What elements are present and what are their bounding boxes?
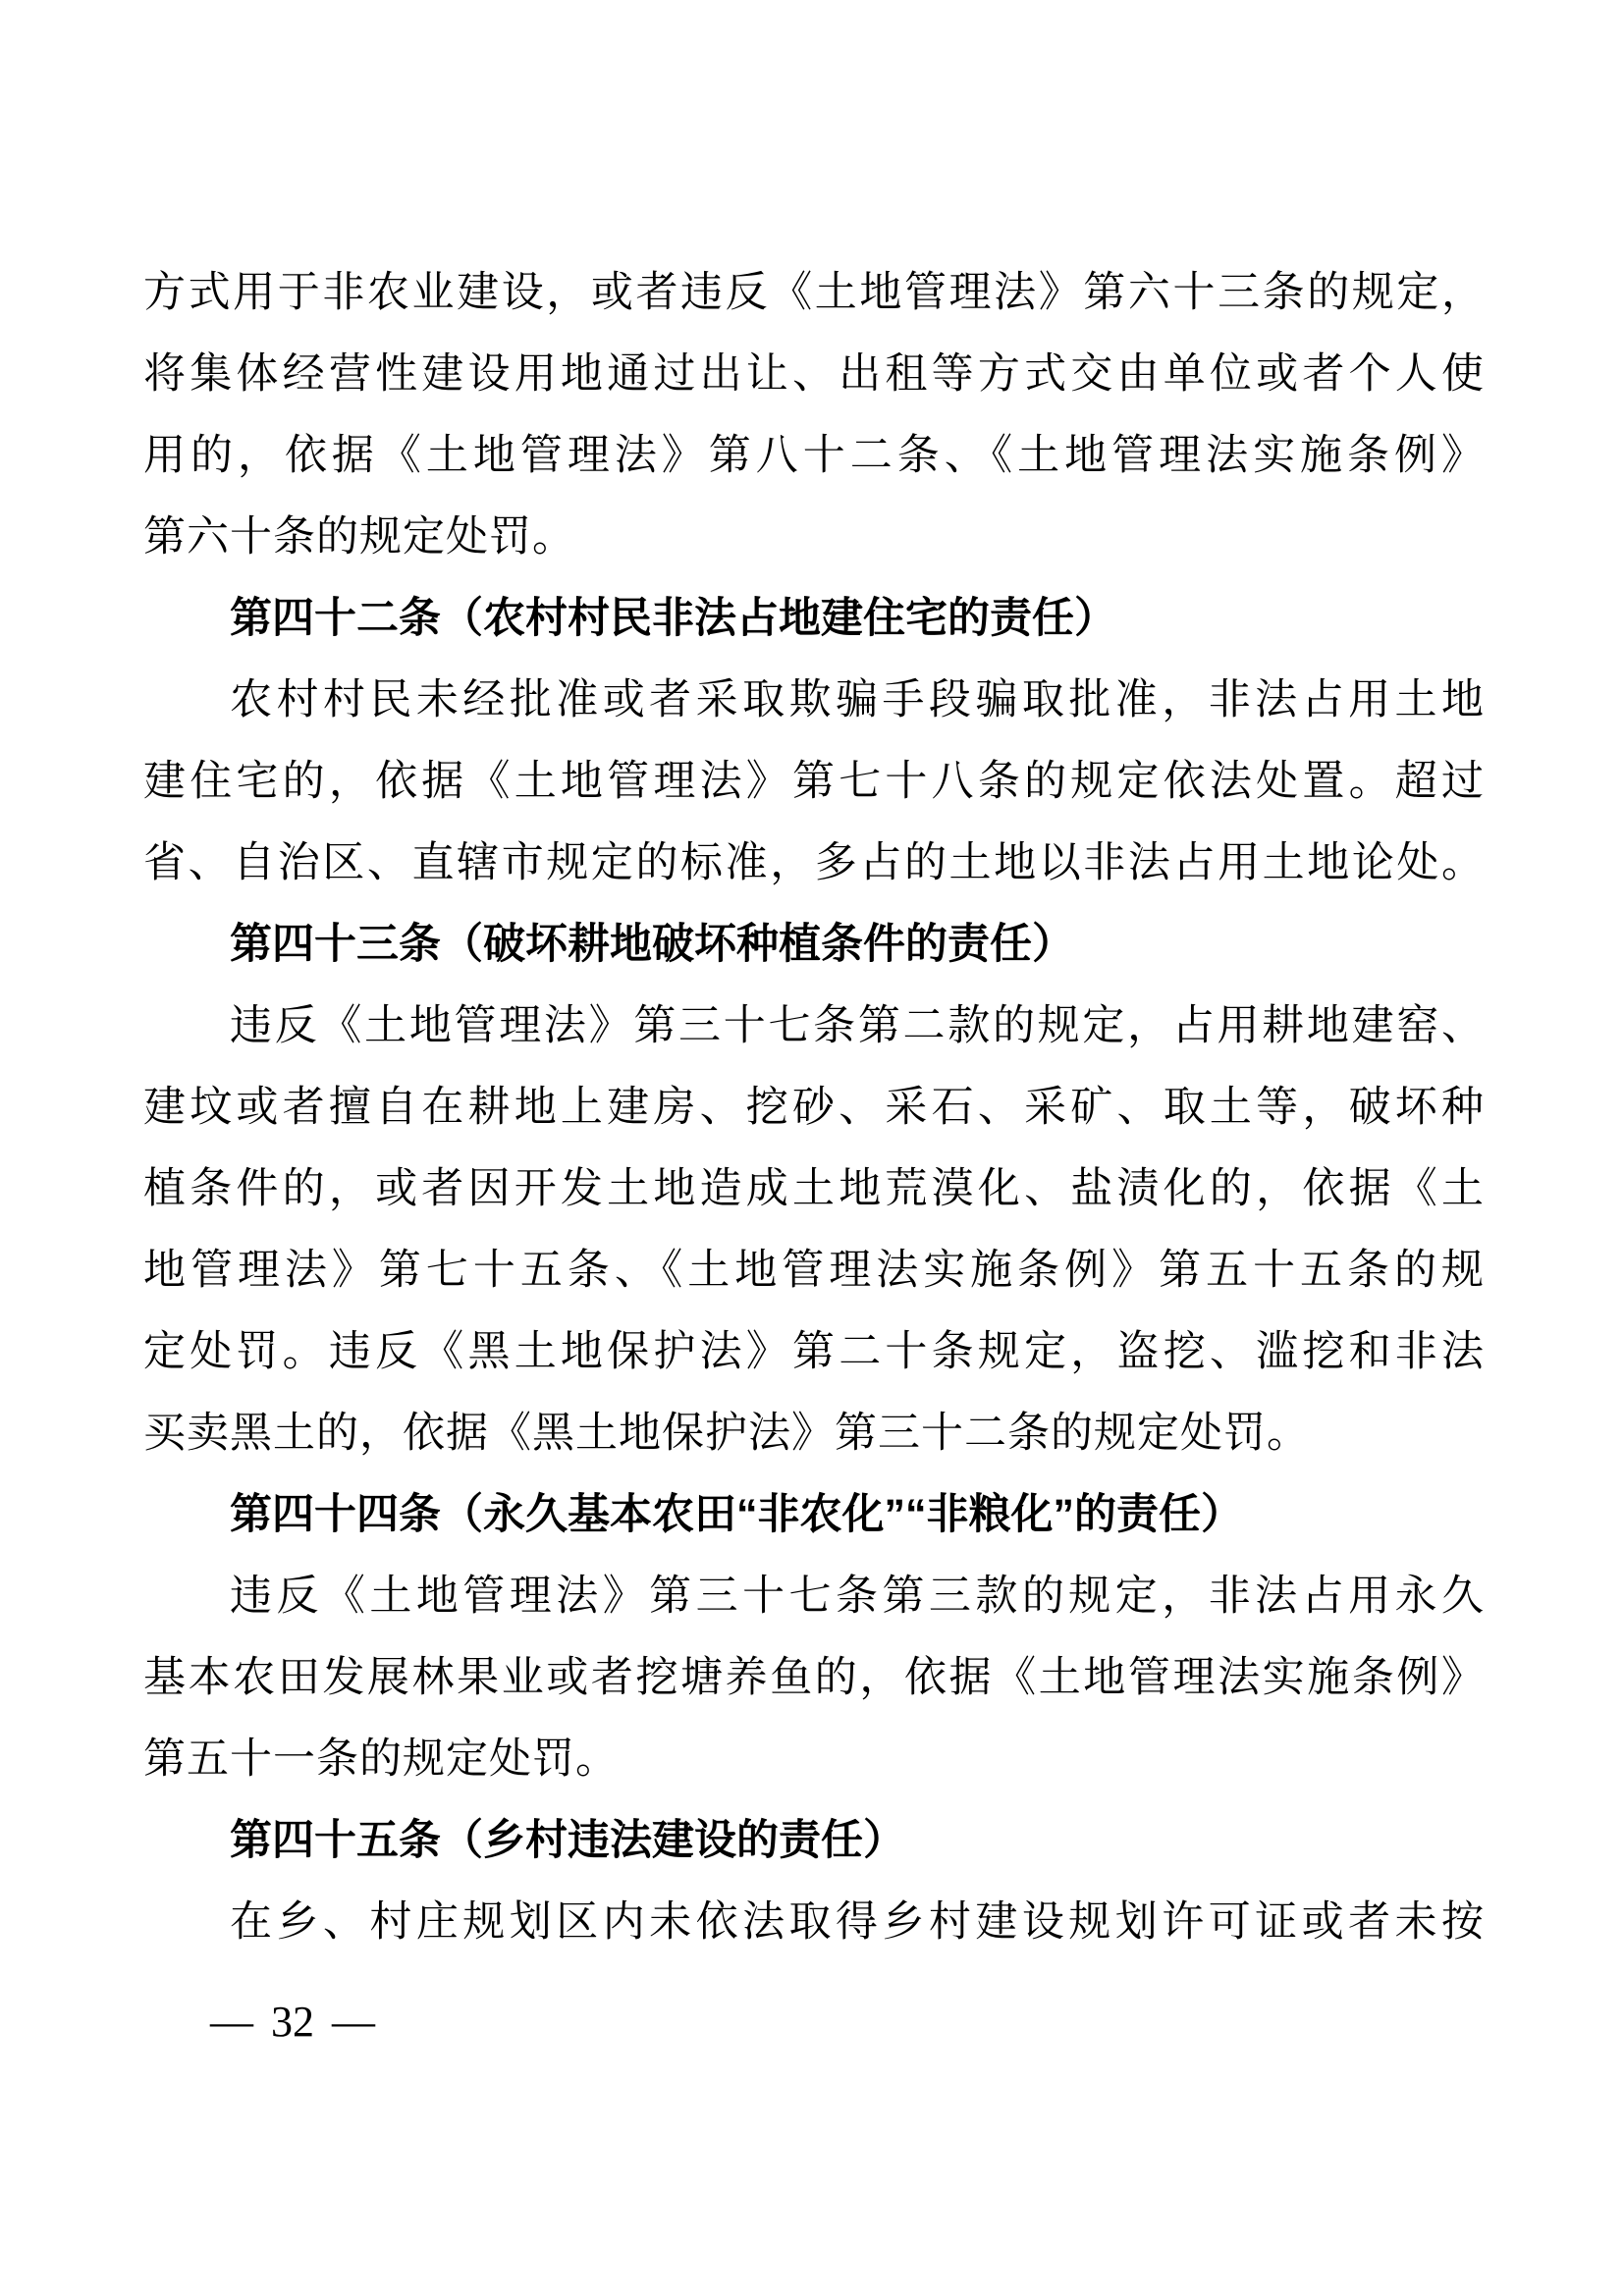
text-line: 用的，依据《土地管理法》第八十二条、《土地管理法实施条例》 <box>143 433 1485 479</box>
article-heading: 第四十三条（破坏耕地破坏种植条件的责任） <box>230 921 1074 968</box>
text-line: 方式用于非农业建设，或者违反《土地管理法》第六十三条的规定， <box>143 270 1485 316</box>
text-line: 第五十一条的规定处罚。 <box>143 1736 619 1783</box>
document-body <box>143 252 1485 1963</box>
footer-dash-left: — <box>210 1998 253 2046</box>
text-line: 违反《土地管理法》第三十七条第二款的规定，占用耕地建窑、 <box>230 1003 1485 1049</box>
text-line: 买卖黑土的，依据《黑土地保护法》第三十二条的规定处罚。 <box>143 1411 1310 1457</box>
text-line: 建住宅的，依据《土地管理法》第七十八条的规定依法处置。超过 <box>143 759 1485 805</box>
text-line: 定处罚。违反《黑土地保护法》第二十条规定，盗挖、滥挖和非法 <box>143 1329 1485 1375</box>
text-line: 将集体经营性建设用地通过出让、出租等方式交由单位或者个人使 <box>143 351 1485 398</box>
text-line: 农村村民未经批准或者采取欺骗手段骗取批准，非法占用土地 <box>230 677 1485 723</box>
article-heading: 第四十四条（永久基本农田“非农化”“非粮化”的责任） <box>230 1491 1243 1538</box>
text-line: 植条件的，或者因开发土地造成土地荒漠化、盐渍化的，依据《土 <box>143 1166 1485 1212</box>
text-line: 省、自治区、直辖市规定的标准，多占的土地以非法占用土地论处。 <box>143 840 1485 886</box>
text-line: 违反《土地管理法》第三十七条第三款的规定，非法占用永久 <box>230 1574 1485 1620</box>
page-number: 32 <box>271 1998 314 2046</box>
text-line: 基本农田发展林果业或者挖塘养鱼的，依据《土地管理法实施条例》 <box>143 1655 1485 1701</box>
text-line: 地管理法》第七十五条、《土地管理法实施条例》第五十五条的规 <box>143 1248 1485 1294</box>
text-line: 第六十条的规定处罚。 <box>143 514 575 561</box>
page-footer <box>210 1993 375 2052</box>
footer-dash-right: — <box>332 1998 375 2046</box>
text-line: 建坟或者擅自在耕地上建房、挖砂、采石、采矿、取土等，破坏种 <box>143 1085 1485 1131</box>
text-line: 在乡、村庄规划区内未依法取得乡村建设规划许可证或者未按 <box>230 1899 1485 1946</box>
article-heading: 第四十二条（农村村民非法占地建住宅的责任） <box>230 595 1116 642</box>
article-heading: 第四十五条（乡村违法建设的责任） <box>230 1817 905 1864</box>
